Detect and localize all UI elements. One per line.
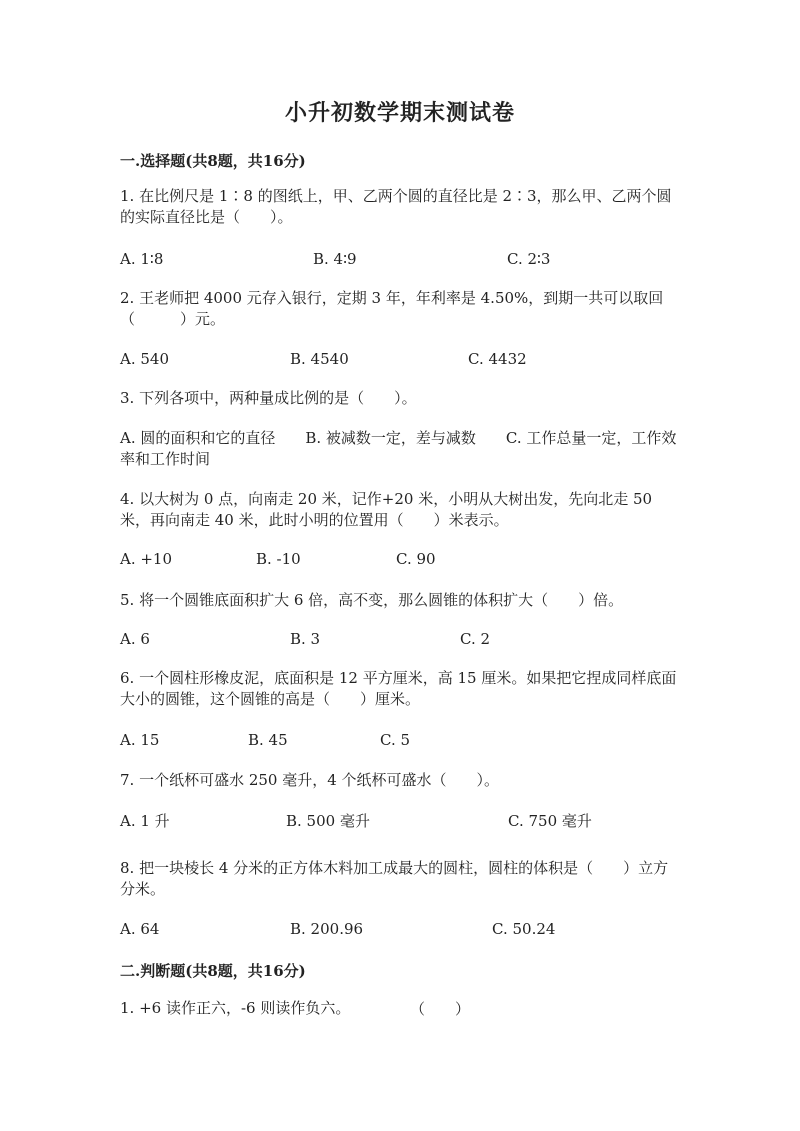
q4-option-c: C. 90: [396, 550, 436, 568]
question-3: 3. 下列各项中，两种量成比例的是（ ）。: [120, 389, 417, 407]
q4-option-b: B. -10: [256, 550, 301, 568]
q5-option-a: A. 6: [120, 630, 150, 648]
q8-option-c: C. 50.24: [492, 920, 556, 938]
q7-option-c: C. 750 毫升: [508, 812, 592, 830]
q5-option-b: B. 3: [290, 630, 321, 648]
q2-option-b: B. 4540: [290, 350, 349, 368]
q2-option-c: C. 4432: [468, 350, 527, 368]
question-5: 5. 将一个圆锥底面积扩大 6 倍，高不变，那么圆锥的体积扩大（ ）倍。: [120, 591, 624, 609]
question-7: 7. 一个纸杯可盛水 250 毫升，4 个纸杯可盛水（ ）。: [120, 771, 500, 789]
question-2: 2. 王老师把 4000 元存入银行，定期 3 年，年利率是 4.50%，到期一共可以取回（ ）元。: [120, 289, 664, 328]
q2-option-a: A. 540: [120, 350, 169, 368]
page-title: 小升初数学期末测试卷: [284, 100, 515, 126]
q1-option-a: A. 1∶8: [120, 250, 164, 268]
q4-option-a: A. +10: [120, 550, 173, 568]
q6-option-c: C. 5: [380, 731, 411, 749]
q8-option-b: B. 200.96: [290, 920, 364, 938]
question-1: 1. 在比例尺是 1∶8 的图纸上，甲、乙两个圆的直径比是 2∶3，那么甲、乙两个圆的实际直径比是（ ）。: [120, 187, 672, 226]
judge-answer-blank: （ ）: [410, 1000, 471, 1018]
q1-option-b: B. 4∶9: [313, 250, 357, 268]
q7-option-b: B. 500 毫升: [286, 812, 370, 830]
section-heading-judge: 二.判断题(共8题，共16分): [120, 962, 306, 980]
q6-option-a: A. 15: [120, 731, 160, 749]
question-6: 6. 一个圆柱形橡皮泥，底面积是 12 平方厘米，高 15 厘米。如果把它捏成同样底面大小的圆锥，这个圆锥的高是（ ）厘米。: [120, 669, 677, 708]
q5-option-c: C. 2: [460, 630, 491, 648]
q1-option-c: C. 2∶3: [507, 250, 551, 268]
q7-option-a: A. 1 升: [120, 812, 170, 830]
section-heading-choice: 一.选择题(共8题，共16分): [120, 152, 306, 170]
q3-options: A. 圆的面积和它的直径 B. 被减数一定，差与减数 C. 工作总量一定，工作效率和工作时间: [120, 429, 677, 468]
q8-option-a: A. 64: [120, 920, 160, 938]
question-4: 4. 以大树为 0 点，向南走 20 米，记作+20 米，小明从大树出发，先向北走 50 米，再向南走 40 米，此时小明的位置用（ ）米表示。: [120, 490, 653, 529]
question-8: 8. 把一块棱长 4 分米的正方体木料加工成最大的圆柱，圆柱的体积是（ ）立方分米。: [120, 859, 669, 898]
judge-question-1: 1. +6 读作正六，-6 则读作负六。: [120, 999, 351, 1017]
q6-option-b: B. 45: [248, 731, 288, 749]
